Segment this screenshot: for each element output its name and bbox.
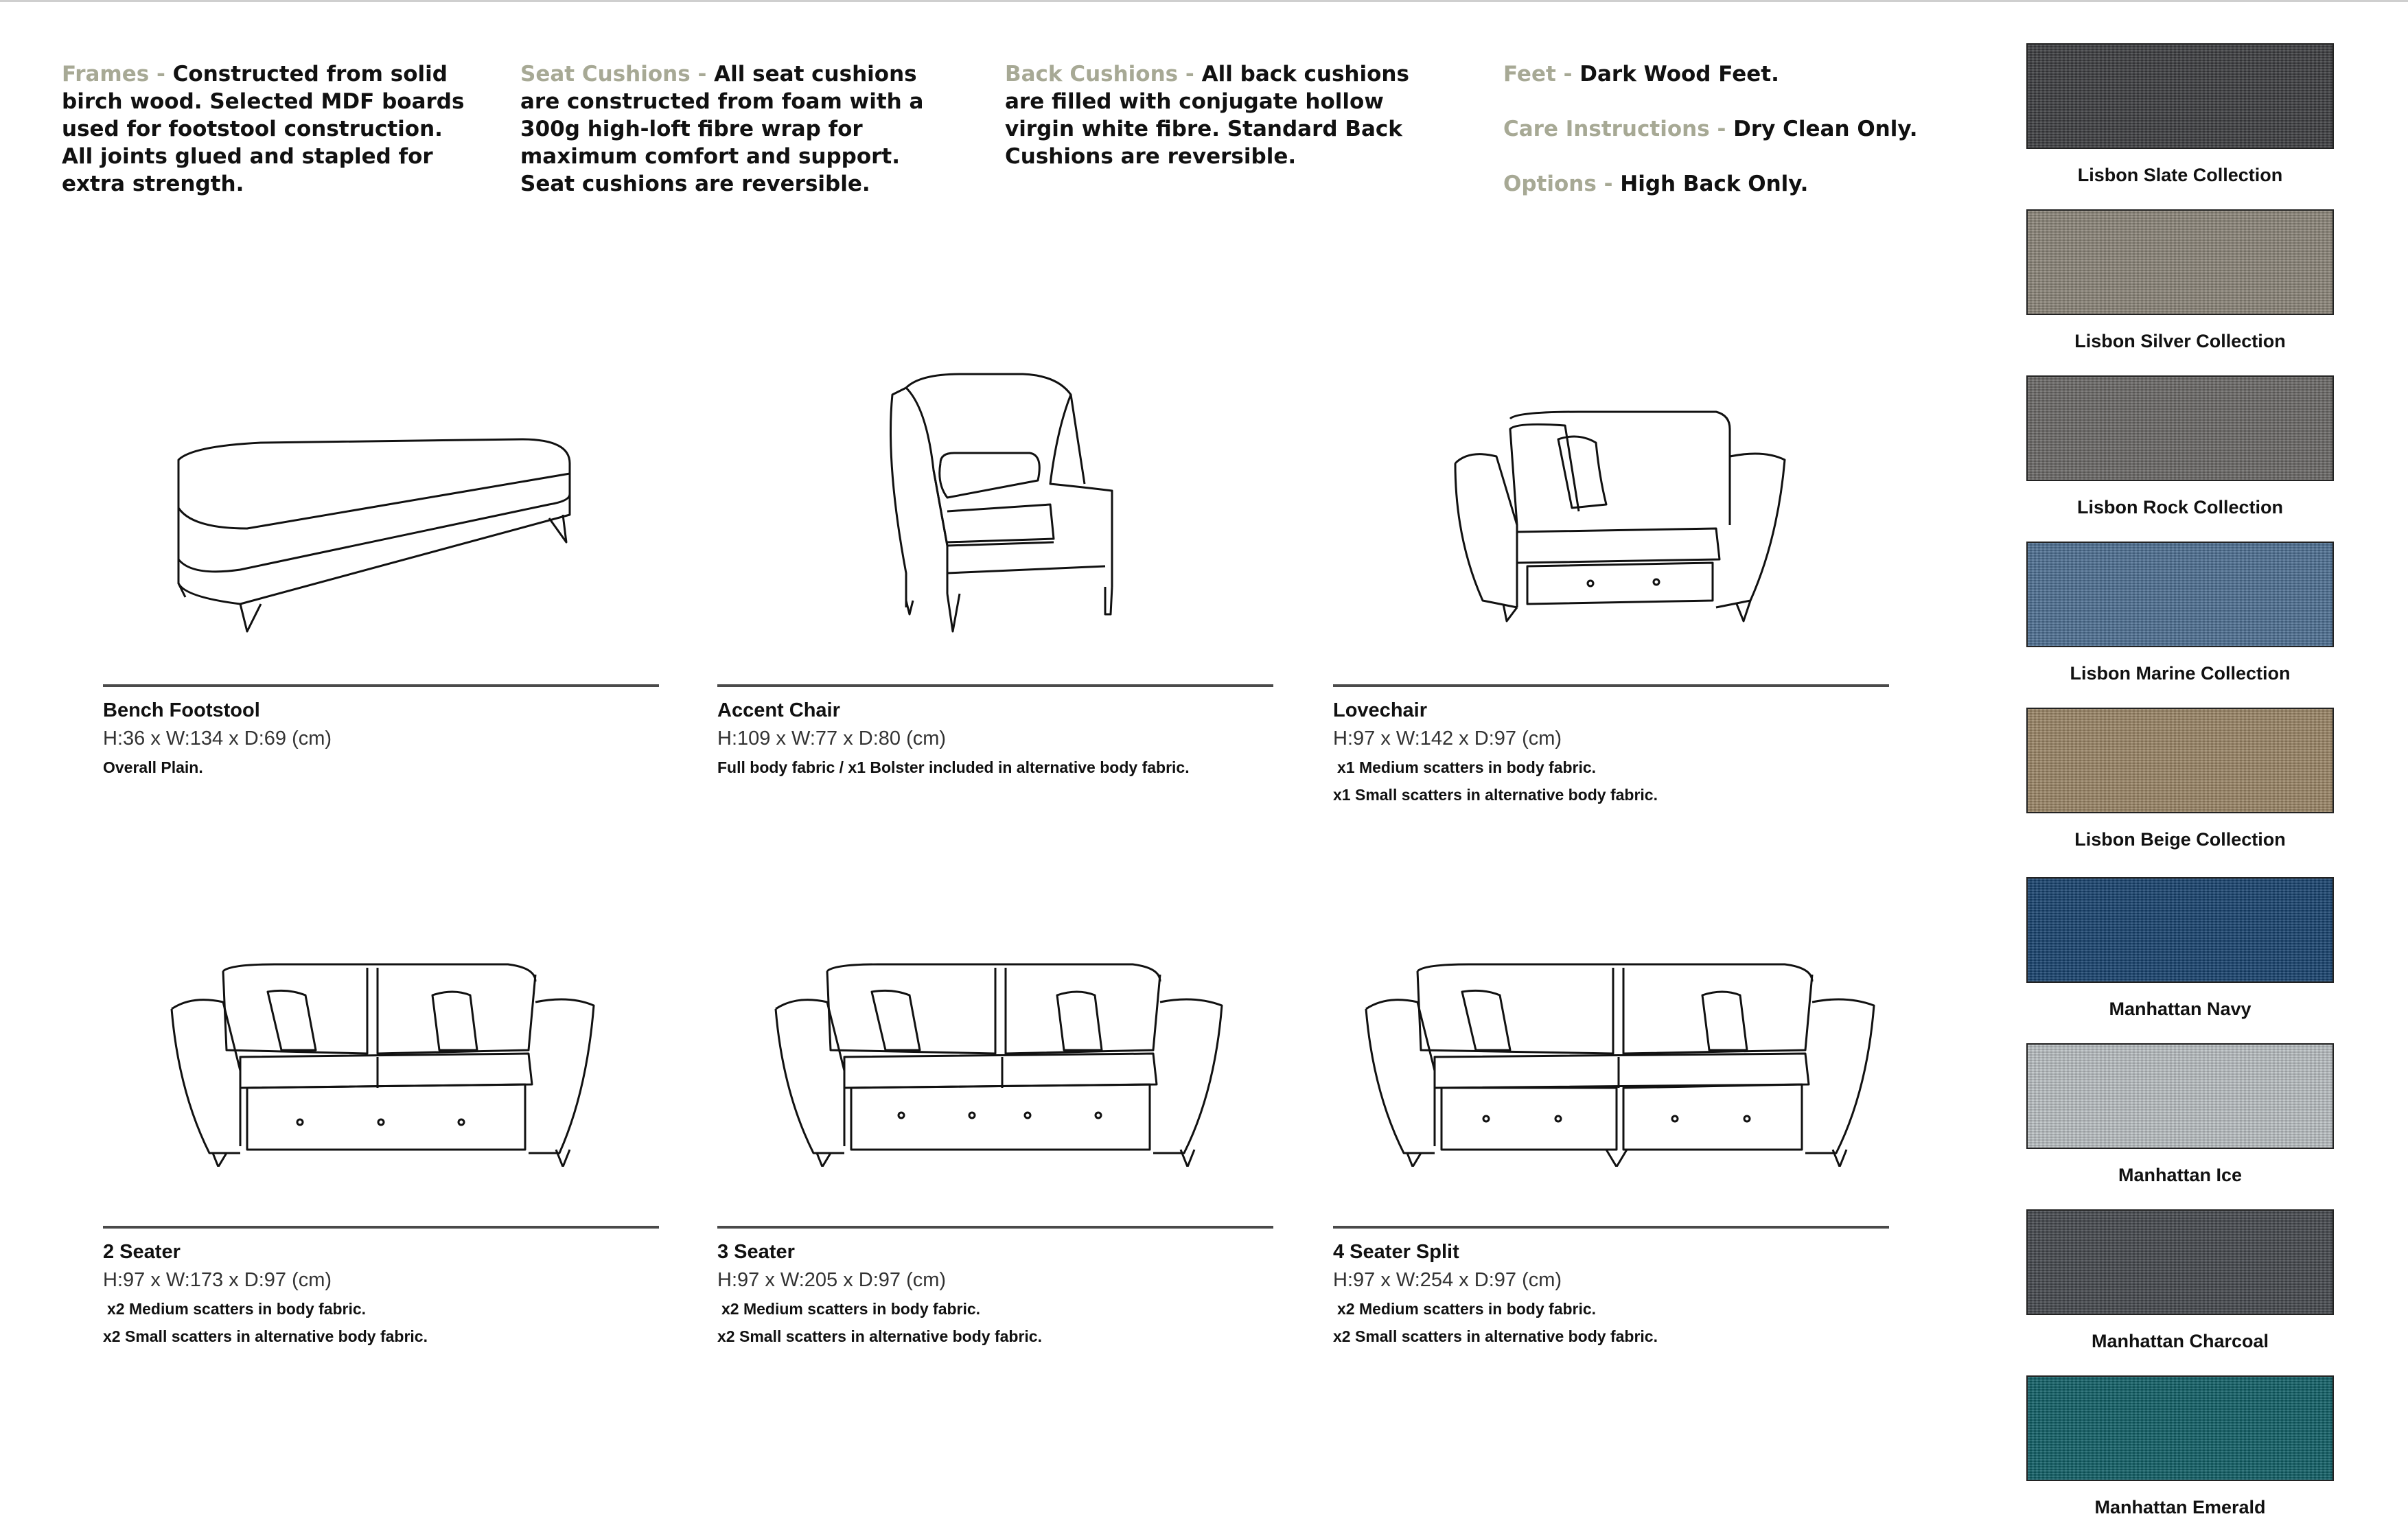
top-divider [0, 0, 2408, 2]
swatch-lisbon-beige [2026, 708, 2334, 813]
spec-separator: - [1717, 117, 1726, 141]
spec-frames-label: Frames [62, 62, 150, 86]
spec-feet-label: Feet [1503, 62, 1556, 86]
product-dimensions: H:97 x W:173 x D:97 (cm) [103, 1269, 332, 1291]
spec-separator: - [1604, 172, 1613, 196]
spec-care-label: Care Instructions [1503, 117, 1710, 141]
swatch-label: Manhattan Emerald [2094, 1497, 2266, 1518]
product-note-secondary: x2 Small scatters in alternative body fabric. [717, 1327, 1042, 1345]
swatch-label: Lisbon Slate Collection [2077, 165, 2283, 185]
product-name: Bench Footstool [103, 699, 260, 721]
swatch-lisbon-rock [2026, 375, 2334, 481]
swatch-lisbon-marine [2026, 542, 2334, 647]
spec-separator: - [1563, 62, 1573, 86]
four-seater-split-drawing [1359, 954, 1881, 1167]
product-divider [103, 1226, 659, 1229]
spec-frames-text: Constructed from solid birch wood. Selected MDF boards used for footstool construction. All joints glued and stapled for extra strength. [62, 62, 465, 196]
swatch-label: Lisbon Silver Collection [2074, 331, 2286, 351]
spec-separator: - [156, 62, 165, 86]
product-note: x1 Medium scatters in body fabric. [1337, 758, 1597, 776]
swatch-manhattan-emerald [2026, 1375, 2334, 1481]
spec-separator: - [1185, 62, 1194, 86]
product-dimensions: H:97 x W:205 x D:97 (cm) [717, 1269, 947, 1291]
spec-back-cushions [1005, 60, 1431, 170]
spec-options [1503, 170, 1970, 198]
product-note: Overall Plain. [103, 758, 203, 776]
product-dimensions: H:97 x W:254 x D:97 (cm) [1333, 1269, 1562, 1291]
product-name: Accent Chair [717, 699, 840, 721]
swatch-label: Lisbon Rock Collection [2076, 497, 2284, 518]
spec-separator: - [697, 62, 707, 86]
swatch-manhattan-ice [2026, 1043, 2334, 1149]
product-note-secondary: x2 Small scatters in alternative body fabric. [103, 1327, 428, 1345]
product-name: 3 Seater [717, 1241, 795, 1263]
product-accent-chair [717, 684, 1273, 778]
spec-seat-cushions-text: All seat cushions are constructed from foam with a 300g high-loft fibre wrap for maximum comfort and support. Seat cushions are reversible. [520, 62, 924, 196]
product-lovechair [1333, 684, 1889, 805]
product-three-seater [717, 1226, 1273, 1347]
product-dimensions: H:36 x W:134 x D:69 (cm) [103, 728, 332, 749]
product-divider [1333, 684, 1889, 687]
spec-options-text: High Back Only. [1620, 172, 1809, 196]
spec-frames [62, 60, 474, 198]
spec-care-text: Dry Clean Only. [1733, 117, 1918, 141]
product-note: x2 Medium scatters in body fabric. [107, 1300, 367, 1318]
spec-care [1503, 115, 1970, 143]
product-divider [717, 1226, 1273, 1229]
product-dimensions: H:97 x W:142 x D:97 (cm) [1333, 728, 1562, 749]
product-dimensions: H:109 x W:77 x D:80 (cm) [717, 728, 947, 749]
spec-feet-text: Dark Wood Feet. [1579, 62, 1779, 86]
product-note: x2 Medium scatters in body fabric. [721, 1300, 981, 1318]
product-note-secondary: x2 Small scatters in alternative body fabric. [1333, 1327, 1658, 1345]
spec-back-cushions-text: All back cushions are filled with conjugate hollow virgin white fibre. Standard Back Cushions are reversible. [1005, 62, 1409, 169]
swatch-manhattan-charcoal [2026, 1209, 2334, 1315]
lovechair-drawing [1442, 402, 1798, 628]
swatch-lisbon-silver [2026, 209, 2334, 315]
spec-feet [1503, 60, 1970, 88]
swatch-label: Manhattan Ice [2118, 1165, 2243, 1185]
product-two-seater [103, 1226, 659, 1347]
spec-column-4 [1503, 60, 1970, 225]
spec-seat-cushions-label: Seat Cushions [520, 62, 691, 86]
bench-footstool-drawing [165, 426, 590, 638]
spec-options-label: Options [1503, 172, 1597, 196]
spec-back-cushions-label: Back Cushions [1005, 62, 1179, 86]
swatch-label: Manhattan Charcoal [2091, 1331, 2269, 1351]
swatch-label: Lisbon Marine Collection [2070, 663, 2291, 684]
swatch-lisbon-slate [2026, 43, 2334, 149]
product-four-seater-split [1333, 1226, 1889, 1347]
product-name: Lovechair [1333, 699, 1427, 721]
three-seater-drawing [769, 954, 1229, 1167]
product-note: Full body fabric / x1 Bolster included in alternative body fabric. [717, 758, 1190, 776]
product-name: 4 Seater Split [1333, 1241, 1459, 1263]
product-divider [717, 684, 1273, 687]
two-seater-drawing [165, 954, 604, 1167]
spec-seat-cushions [520, 60, 946, 198]
product-name: 2 Seater [103, 1241, 181, 1263]
swatch-label: Manhattan Navy [2109, 999, 2251, 1019]
product-note-secondary: x1 Small scatters in alternative body fabric. [1333, 786, 1658, 804]
swatch-manhattan-navy [2026, 877, 2334, 983]
accent-chair-drawing [879, 367, 1126, 642]
swatch-label: Lisbon Beige Collection [2074, 829, 2286, 850]
product-note: x2 Medium scatters in body fabric. [1337, 1300, 1597, 1318]
product-divider [103, 684, 659, 687]
product-bench-footstool [103, 684, 659, 778]
product-divider [1333, 1226, 1889, 1229]
